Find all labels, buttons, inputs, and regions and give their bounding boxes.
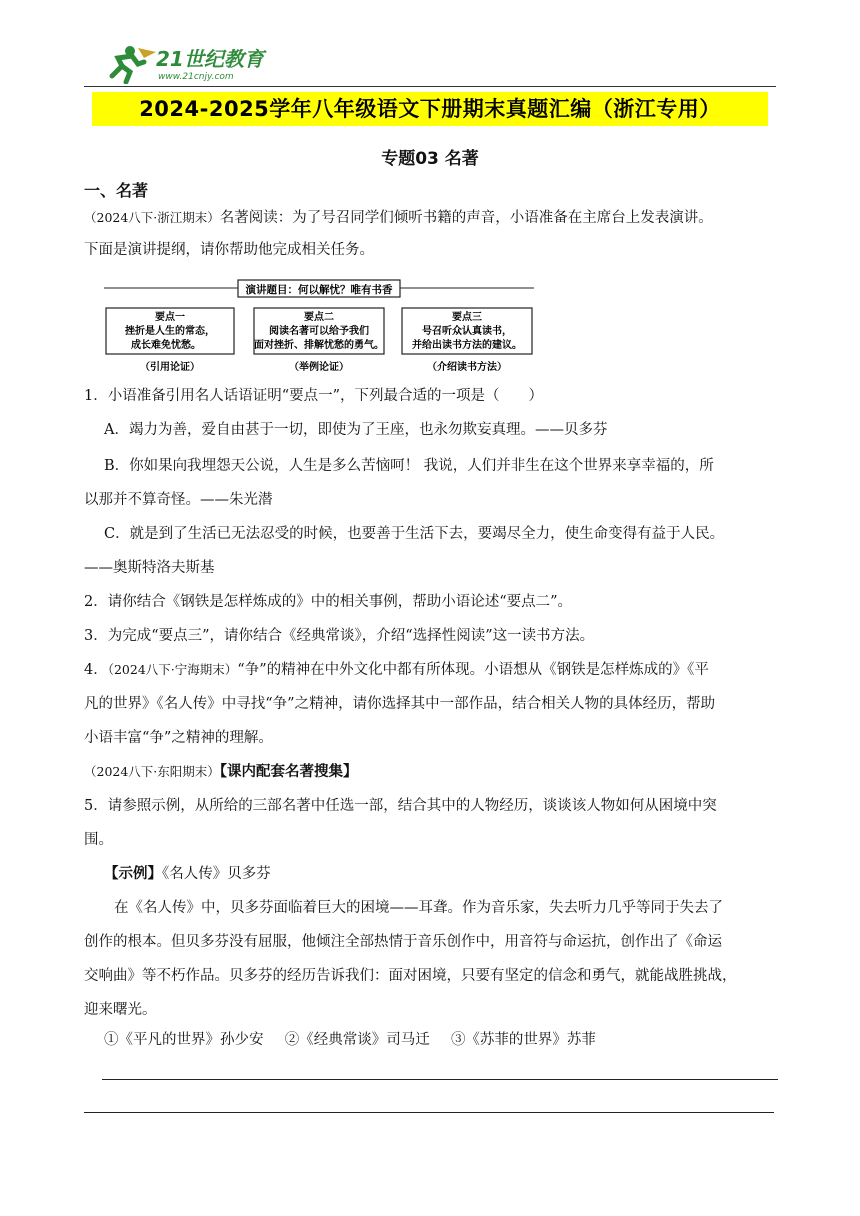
svg-text:号召听众认真读书，: 号召听众认真读书， <box>422 326 512 337</box>
runner-icon <box>112 46 156 82</box>
q1-option-c-line1: C．就是到了生活已无法忍受的时候，也要善于生活下去，要竭尽全力，使生命变得有益于人民。 <box>104 526 725 542</box>
q5-option-2: ②《经典常谈》司马迁 <box>284 1032 430 1048</box>
q4-line-1: 4．（2024八下·宁海期末）“争”的精神在中外文化中都有所体现。小语想从《钢铁是怎样炼成的》《平 <box>84 662 709 678</box>
q2: 2．请你结合《钢铁是怎样炼成的》中的相关事例，帮助小语论述“要点二”。 <box>84 594 573 610</box>
svg-text:（引用论证）: （引用论证） <box>140 362 200 373</box>
svg-text:阅读名著可以给予我们: 阅读名著可以给予我们 <box>269 326 369 337</box>
diagram-title: 演讲题目：何以解忧？唯有书香 <box>245 284 393 296</box>
q5-example-p1: 在《名人传》中，贝多芬面临着巨大的困境——耳聋。作为音乐家，失去听力几乎等同于失去了 <box>114 900 723 916</box>
q5-example-p4: 迎来曙光。 <box>84 1002 157 1018</box>
logo-url: www.21cnjy.com <box>158 72 234 82</box>
q5-label: 【课内配套名著搜集】 <box>219 763 358 780</box>
point-box-3 <box>402 308 532 373</box>
svg-text:（介绍读书方法）: （介绍读书方法） <box>427 362 507 373</box>
answer-line-1 <box>102 1079 778 1080</box>
svg-text:并给出读书方法的建议。: 并给出读书方法的建议。 <box>412 340 522 351</box>
q1-option-b-line1: B．你如果向我埋怨天公说，人生是多么苦恼呵！ 我说，人们并非生在这个世界来享幸福的，所 <box>104 458 714 474</box>
q5-source: （2024八下·东阳期末） <box>84 764 220 779</box>
q5-example-p2: 创作的根本。但贝多芬没有屈服，他倾注全部热情于音乐创作中，用音符与命运抗，创作出了《命运 <box>84 934 722 950</box>
header-rule <box>84 86 776 87</box>
answer-line-2 <box>84 1112 774 1113</box>
point-box-1 <box>106 308 234 373</box>
svg-text:成长难免忧愁。: 成长难免忧愁。 <box>131 340 201 351</box>
site-logo <box>104 42 274 84</box>
q1-option-a: A．竭力为善，爱自由甚于一切，即使为了王座，也永勿欺妄真理。——贝多芬 <box>104 422 608 438</box>
q4-source: （2024八下·宁海期末） <box>107 662 238 677</box>
q1-option-b-line2: 以那并不算奇怪。——朱光潜 <box>84 492 273 508</box>
speech-outline-diagram <box>104 278 534 374</box>
point-box-2 <box>254 308 384 373</box>
q1-stem: 1．小语准备引用名人话语证明“要点一”，下列最合适的一项是（ ） <box>84 388 544 404</box>
q5-example-p3: 交响曲》等不朽作品。贝多芬的经历告诉我们：面对困境，只要有坚定的信念和勇气，就能战胜挑战， <box>84 968 737 984</box>
q4-line-2: 凡的世界》《名人传》中寻找“争”之精神，请你选择其中一部作品，结合相关人物的具体经历，帮助 <box>84 696 716 712</box>
intro-line-1: （2024八下·浙江期末）名著阅读：为了号召同学们倾听书籍的声音，小语准备在主席台上发表演讲。 <box>84 210 713 226</box>
q5-option-1: ①《平凡的世界》孙少安 <box>104 1032 264 1048</box>
q5-options <box>104 1030 596 1050</box>
svg-text:要点三: 要点三 <box>452 312 482 323</box>
q1-option-c-line2: ——奥斯特洛夫斯基 <box>84 560 215 576</box>
svg-text:（举例论证）: （举例论证） <box>289 362 349 373</box>
q5-option-3: ③《苏菲的世界》苏菲 <box>450 1032 596 1048</box>
q5-line-2: 围。 <box>84 832 113 848</box>
svg-text:要点二: 要点二 <box>304 312 334 323</box>
svg-text:要点一: 要点一 <box>155 312 185 323</box>
section-title: 一、名著 <box>84 181 149 200</box>
svg-text:面对挫折、排解忧愁的勇气。: 面对挫折、排解忧愁的勇气。 <box>254 340 384 351</box>
q5-line-1: 5．请参照示例，从所给的三部名著中任选一部，结合其中的人物经历，谈谈该人物如何从困境中突 <box>84 798 717 814</box>
intro-source: （2024八下·浙江期末） <box>84 210 220 225</box>
banner-title: 2024-2025学年八年级语文下册期末真题汇编（浙江专用） <box>92 92 768 126</box>
intro-line-2: 下面是演讲提纲，请你帮助他完成相关任务。 <box>84 242 374 258</box>
q3: 3．为完成“要点三”，请你结合《经典常谈》，介绍“选择性阅读”这一读书方法。 <box>84 628 595 644</box>
q5-example-heading: 【示例】《名人传》贝多芬 <box>104 865 271 882</box>
q4-line-3: 小语丰富“争”之精神的理解。 <box>84 730 273 746</box>
topic-title: 专题03 名著 <box>381 149 479 169</box>
logo-text: 21世纪教育 <box>156 47 264 71</box>
q5-intro <box>84 762 358 782</box>
svg-text:挫折是人生的常态，: 挫折是人生的常态， <box>125 326 215 337</box>
